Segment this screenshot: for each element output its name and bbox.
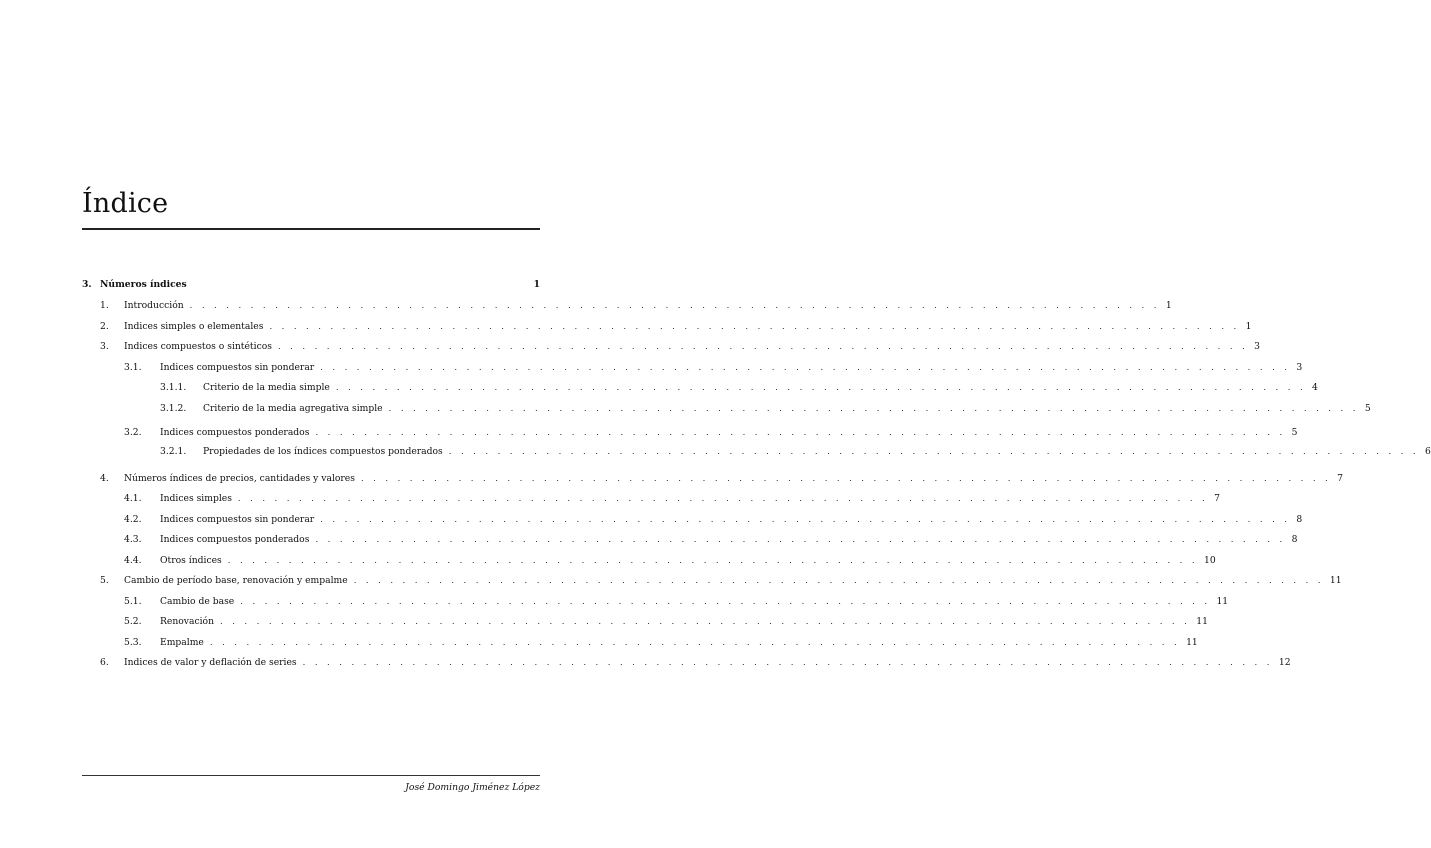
toc-entry-content — [203, 445, 1431, 459]
toc-entry-number: 1. — [100, 300, 109, 311]
toc-entry-page: 7 — [1214, 493, 1220, 504]
toc-entry-content — [160, 595, 1229, 609]
toc-entry[interactable] — [0, 361, 1303, 375]
toc-leader-dots: . . . . . . . . . . . . . . . . . . . . . . . . . . . . . . . . . . . . . . . . . . . . . . . . . . . . . . . . . . . . . . . . . . . . . . . . . . . . . . . . — [302, 658, 1273, 668]
toc-entry-page: 3 — [1254, 341, 1261, 352]
toc-entry-number: 4. — [100, 473, 109, 484]
toc-entry-number: 3.1. — [124, 362, 142, 373]
toc-entry[interactable] — [0, 492, 1220, 506]
toc-entry[interactable] — [0, 402, 1371, 416]
toc-leader-dots: . . . . . . . . . . . . . . . . . . . . . . . . . . . . . . . . . . . . . . . . . . . . . . . . . . . . . . . . . . . . . . . . . . . . . . . . . . . . . . . . — [448, 447, 1419, 457]
toc-entry-label: Números índices de precios, cantidades y valores — [124, 473, 355, 484]
toc-entry[interactable] — [0, 554, 1216, 568]
toc-entry-number: 5.2. — [124, 616, 142, 627]
toc-leader-dots: . . . . . . . . . . . . . . . . . . . . . . . . . . . . . . . . . . . . . . . . . . . . . . . . . . . . . . . . . . . . . . . . . . . . . . . . . . . . . . . . — [335, 383, 1307, 393]
toc-entry[interactable] — [0, 656, 1291, 670]
toc-entry-content — [160, 426, 1298, 440]
toc-entry-page: 8 — [1296, 514, 1303, 525]
toc-entry-content — [124, 340, 1261, 354]
toc-entry-label: Cambio de período base, renovación y empalme — [124, 575, 348, 586]
toc-leader-dots: . . . . . . . . . . . . . . . . . . . . . . . . . . . . . . . . . . . . . . . . . . . . . . . . . . . . . . . . . . . . . . . . . . . . . . . . . . . . . . . . — [320, 363, 1291, 373]
toc-entry[interactable] — [0, 574, 1342, 588]
toc-entry-content — [160, 513, 1303, 527]
toc-entry-number: 3. — [100, 341, 109, 352]
page-title: Índice — [82, 188, 169, 219]
toc-entry-number: 3.2.1. — [160, 446, 187, 457]
footer-author: José Domingo Jiménez López — [405, 782, 540, 793]
toc-entry-content — [160, 636, 1198, 650]
toc-entry-number: 6. — [100, 657, 109, 668]
toc-leader-dots: . . . . . . . . . . . . . . . . . . . . . . . . . . . . . . . . . . . . . . . . . . . . . . . . . . . . . . . . . . . . . . . . . . . . . . . . . . . . . . . . — [237, 494, 1209, 504]
toc-entry-page: 6 — [1424, 446, 1431, 457]
toc-entry-label: Indices compuestos o sintéticos — [124, 341, 272, 352]
toc-entry-number: 2. — [100, 321, 109, 332]
toc-entry[interactable] — [0, 320, 1252, 334]
toc-entry-label: Cambio de base — [160, 596, 235, 607]
toc-entry-label: Criterio de la media agregativa simple — [203, 403, 383, 414]
toc-entry[interactable] — [0, 340, 1261, 354]
toc-chapter-row[interactable] — [0, 278, 599, 292]
toc-entry-number: 5.3. — [124, 637, 142, 648]
toc-entry-label: Indices compuestos ponderados — [160, 534, 310, 545]
toc-entry-page: 8 — [1291, 534, 1298, 545]
toc-entry-content — [203, 381, 1318, 395]
toc-entry-page: 11 — [1196, 616, 1208, 627]
toc-entry-label: Empalme — [160, 637, 204, 648]
toc-leader-dots: . . . . . . . . . . . . . . . . . . . . . . . . . . . . . . . . . . . . . . . . . . . . . . . . . . . . . . . . . . . . . . . . . . . . . . . . . . . . . . . . — [227, 556, 1198, 566]
footer-rule — [82, 775, 540, 776]
toc-entry-page: 10 — [1203, 555, 1216, 566]
toc-entry-page: 11 — [1216, 596, 1229, 607]
toc-entry-content — [124, 656, 1291, 670]
toc-entry-page: 3 — [1296, 362, 1303, 373]
toc-leader-dots: . . . . . . . . . . . . . . . . . . . . . . . . . . . . . . . . . . . . . . . . . . . . . . . . . . . . . . . . . . . . . . . . . . . . . . . . . . . . . . . . — [320, 515, 1291, 525]
toc-entry-label: Renovación — [160, 616, 215, 627]
toc-entry-page: 5 — [1364, 403, 1371, 414]
toc-leader-dots: . . . . . . . . . . . . . . . . . . . . . . . . . . . . . . . . . . . . . . . . . . . . . . . . . . . . . . . . . . . . . . . . . . . . . . . . . . . . . . . . — [277, 342, 1249, 352]
toc-entry[interactable] — [0, 445, 1431, 459]
toc-entry-content — [124, 320, 1252, 334]
toc-leader-dots: . . . . . . . . . . . . . . . . . . . . . . . . . . . . . . . . . . . . . . . . . . . . . . . . . . . . . . . . . . . . . . . . . . . . . . . . . . . . . . . . — [220, 617, 1191, 627]
toc-entry[interactable] — [0, 426, 1298, 440]
toc-leader-dots: . . . . . . . . . . . . . . . . . . . . . . . . . . . . . . . . . . . . . . . . . . . . . . . . . . . . . . . . . . . . . . . . . . . . . . . . . . . . . . . . — [269, 322, 1240, 332]
toc-entry-number: 3.1.1. — [160, 382, 187, 393]
toc-chapter-number: 3. — [82, 279, 92, 290]
toc-entry[interactable] — [0, 513, 1303, 527]
toc-entry-content — [124, 574, 1342, 588]
toc-entry-label: Indices compuestos sin ponderar — [160, 514, 315, 525]
toc-entry-label: Otros índices — [160, 555, 222, 566]
toc-chapter-label: Números índices — [100, 279, 187, 290]
toc-entry-page: 5 — [1291, 427, 1298, 438]
toc-entry-content — [203, 402, 1371, 416]
toc-entry-number: 5.1. — [124, 596, 142, 607]
toc-entry-label: Indices simples — [160, 493, 232, 504]
toc-leader-dots: . . . . . . . . . . . . . . . . . . . . . . . . . . . . . . . . . . . . . . . . . . . . . . . . . . . . . . . . . . . . . . . . . . . . . . . . . . . . . . . . — [353, 576, 1324, 586]
toc-entry-page: 11 — [1186, 637, 1198, 648]
toc-chapter-page: 1 — [533, 279, 540, 290]
toc-entry-content — [124, 299, 1172, 313]
toc-entry[interactable] — [0, 299, 1172, 313]
toc-entry-content — [124, 472, 1344, 486]
toc-entry-content — [160, 492, 1220, 506]
toc-entry-label: Indices compuestos sin ponderar — [160, 362, 315, 373]
toc-entry-label: Indices simples o elementales — [124, 321, 264, 332]
toc-entry-page: 4 — [1312, 382, 1318, 393]
toc-entry-number: 5. — [100, 575, 109, 586]
toc-entry[interactable] — [0, 381, 1318, 395]
toc-entry-page: 7 — [1337, 473, 1344, 484]
toc-entry-page: 12 — [1278, 657, 1291, 668]
toc-entry-page: 1 — [1165, 300, 1172, 311]
toc-entry-content — [160, 554, 1216, 568]
toc-entry-content — [160, 533, 1298, 547]
toc-entry-content — [160, 615, 1208, 629]
toc-entry-label: Introducción — [124, 300, 184, 311]
toc-entry[interactable] — [0, 636, 1198, 650]
toc-leader-dots: . . . . . . . . . . . . . . . . . . . . . . . . . . . . . . . . . . . . . . . . . . . . . . . . . . . . . . . . . . . . . . . . . . . . . . . . . . . . . . . . — [315, 535, 1286, 545]
toc-entry-label: Indices de valor y deflación de series — [124, 657, 297, 668]
toc-entry[interactable] — [0, 533, 1298, 547]
toc-leader-dots: . . . . . . . . . . . . . . . . . . . . . . . . . . . . . . . . . . . . . . . . . . . . . . . . . . . . . . . . . . . . . . . . . . . . . . . . . . . . . . . . — [388, 404, 1359, 414]
toc-entry-number: 4.3. — [124, 534, 142, 545]
toc-leader-dots: . . . . . . . . . . . . . . . . . . . . . . . . . . . . . . . . . . . . . . . . . . . . . . . . . . . . . . . . . . . . . . . . . . . . . . . . . . . . . . . . — [240, 597, 1211, 607]
toc-entry-number: 3.2. — [124, 427, 142, 438]
toc-entry-content — [160, 361, 1303, 375]
toc-entry-label: Criterio de la media simple — [203, 382, 330, 393]
toc-entry[interactable] — [0, 472, 1344, 486]
toc-entry-number: 4.4. — [124, 555, 142, 566]
toc-entry[interactable] — [0, 615, 1208, 629]
toc-entry-page: 1 — [1245, 321, 1252, 332]
toc-entry[interactable] — [0, 595, 1229, 609]
toc-entry-number: 4.1. — [124, 493, 142, 504]
toc-leader-dots: . . . . . . . . . . . . . . . . . . . . . . . . . . . . . . . . . . . . . . . . . . . . . . . . . . . . . . . . . . . . . . . . . . . . . . . . . . . . . . . . — [209, 638, 1181, 648]
title-rule — [82, 228, 540, 230]
toc-entry-label: Propiedades de los índices compuestos ponderados — [203, 446, 443, 457]
toc-leader-dots: . . . . . . . . . . . . . . . . . . . . . . . . . . . . . . . . . . . . . . . . . . . . . . . . . . . . . . . . . . . . . . . . . . . . . . . . . . . . . . . . — [315, 428, 1286, 438]
toc-entry-page: 11 — [1329, 575, 1342, 586]
toc-leader-dots: . . . . . . . . . . . . . . . . . . . . . . . . . . . . . . . . . . . . . . . . . . . . . . . . . . . . . . . . . . . . . . . . . . . . . . . . . . . . . . . . — [360, 474, 1332, 484]
toc-leader-dots: . . . . . . . . . . . . . . . . . . . . . . . . . . . . . . . . . . . . . . . . . . . . . . . . . . . . . . . . . . . . . . . . . . . . . . . . . . . . . . . . — [189, 301, 1160, 311]
toc-entry-number: 4.2. — [124, 514, 142, 525]
toc-entry-number: 3.1.2. — [160, 403, 187, 414]
toc-entry-label: Indices compuestos ponderados — [160, 427, 310, 438]
